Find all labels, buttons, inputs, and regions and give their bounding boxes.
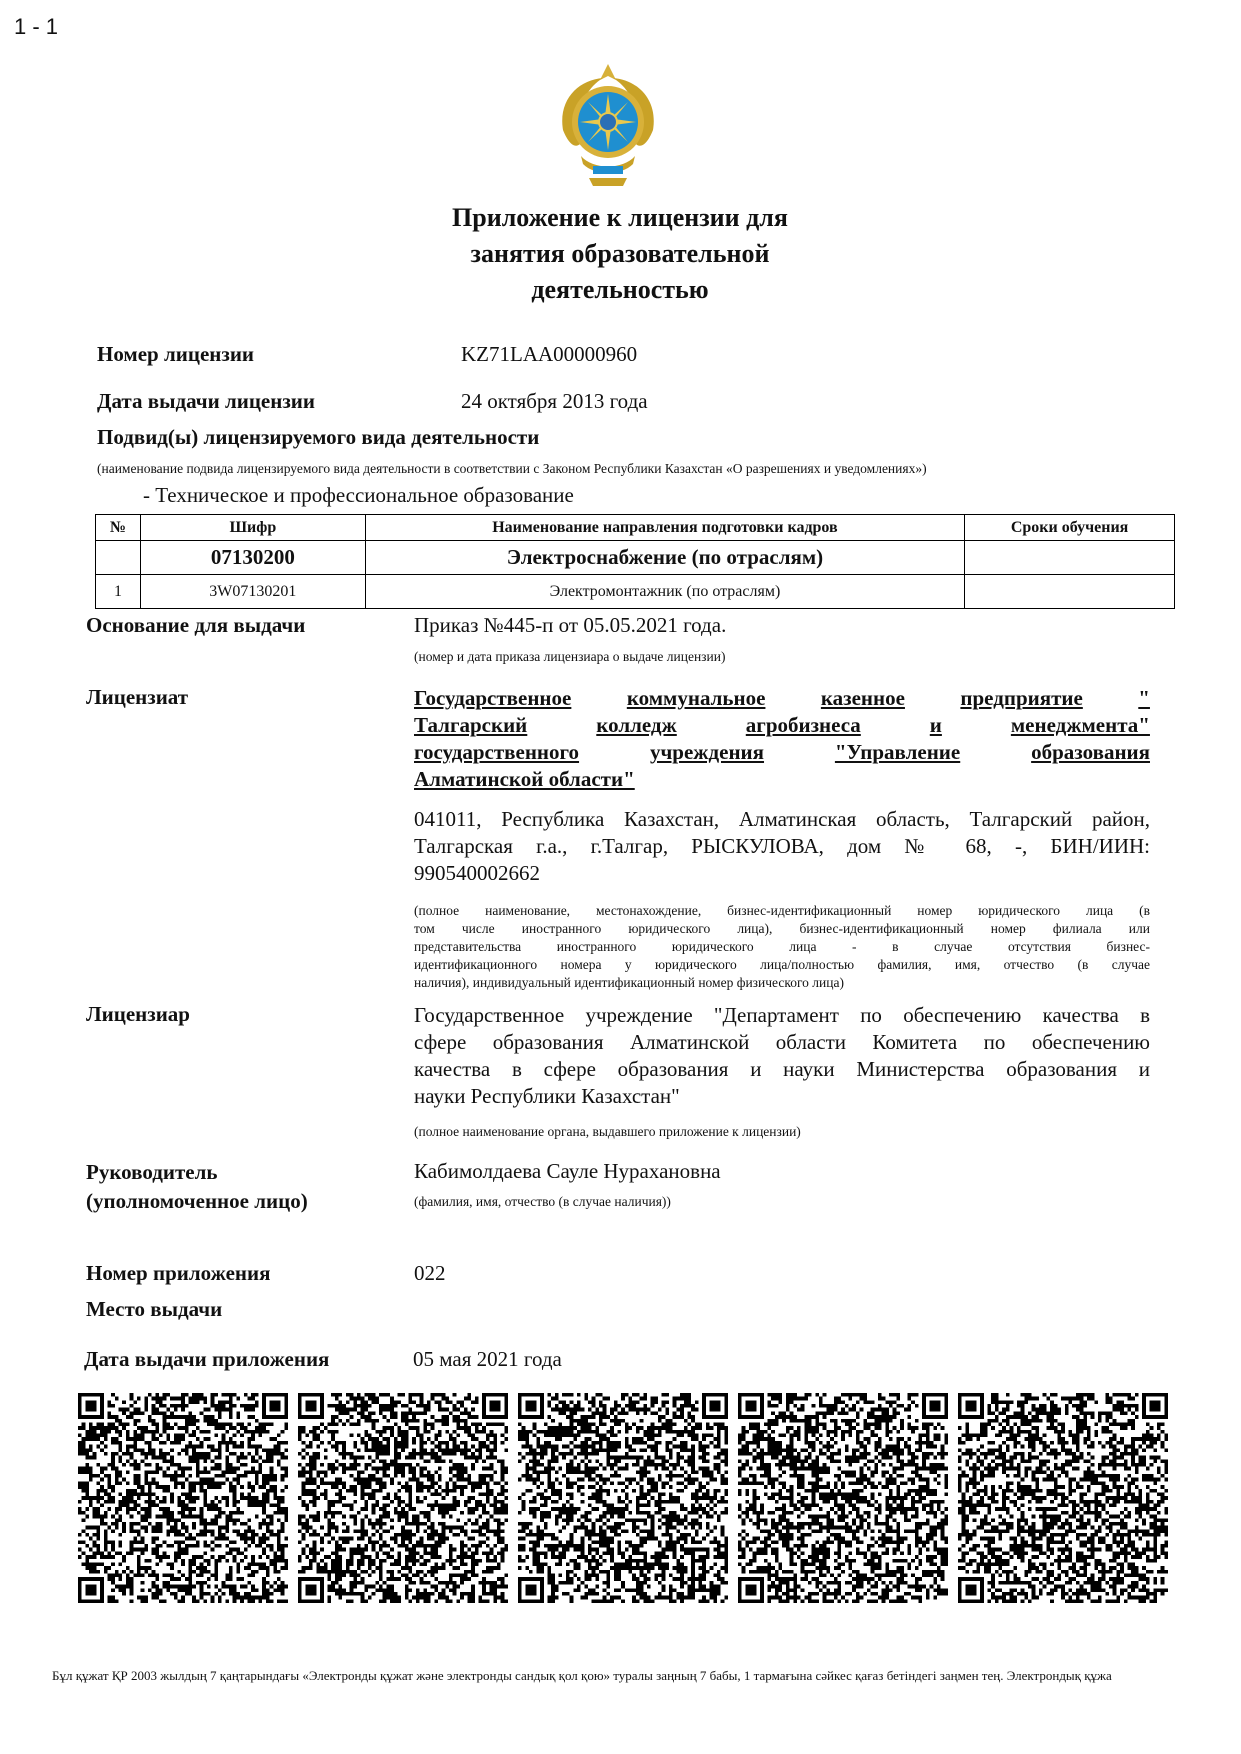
qr-code-4: [738, 1393, 948, 1603]
appendix-number-value: 022: [414, 1261, 446, 1285]
head-label: [86, 1158, 308, 1216]
licensee-name-word: казенное: [820, 686, 905, 710]
licensee-note-line: том числе иностранного юридического лица), бизнес-идентификационный номер филиала или: [414, 921, 1150, 936]
appendix-date-value: 05 мая 2021 года: [413, 1347, 562, 1371]
license-number-value: KZ71LAA00000960: [461, 342, 638, 366]
licensee-name-word: учреждения: [649, 740, 765, 764]
table-header-duration: Сроки обучения: [965, 515, 1175, 541]
qr-finder-pattern: [738, 1393, 764, 1419]
document-title-line-2: занятия образовательной: [470, 239, 770, 268]
appendix-date-label: Дата выдачи приложения: [84, 1347, 330, 1371]
table-header-direction: Наименование направления подготовки кадров: [365, 515, 964, 541]
license-date-label: Дата выдачи лицензии: [97, 389, 315, 413]
licensee-address-line: Талгарская г.а., г.Талгар, РЫСКУЛОВА, дом № 68, -, БИН/ИИН:: [414, 834, 1150, 858]
qr-finder-pattern: [958, 1393, 984, 1419]
qr-finder-pattern: [958, 1577, 984, 1603]
licensee-note-line: наличия), индивидуальный идентификационный номер физического лица): [414, 975, 844, 990]
qr-finder-pattern: [922, 1393, 948, 1419]
qr-finder-pattern: [1142, 1393, 1168, 1419]
licensee-label: Лицензиат: [86, 685, 189, 709]
subtype-note: (наименование подвида лицензируемого вида деятельности в соответствии с Законом Республики Казахстан «О разрешениях и уведомлениях»): [97, 461, 927, 476]
qr-finder-pattern: [78, 1577, 104, 1603]
subtype-label: Подвид(ы) лицензируемого вида деятельности: [97, 425, 540, 449]
licensee-name-word: Талгарский: [414, 713, 528, 737]
table-header-code: Шифр: [140, 515, 365, 541]
licensee-name-word: менеджмента": [1010, 713, 1150, 737]
qr-code-1: [78, 1393, 288, 1603]
licensee-name-word: ": [1138, 686, 1150, 710]
basis-value: Приказ №445-п от 05.05.2021 года.: [414, 613, 727, 637]
kazakhstan-emblem-icon: [553, 60, 663, 190]
licensee-name-line: [414, 685, 1150, 712]
licensee-name-word: агробизнеса: [745, 713, 861, 737]
licensor-value-line: качества в сфере образования и науки Министерства образования и: [414, 1057, 1150, 1081]
licensee-note-line: идентификационного номера у юридического лица/полностью фамилия, имя, отчество (в случае: [414, 957, 1150, 972]
head-note: (фамилия, имя, отчество (в случае наличия)): [414, 1194, 671, 1209]
table-cell: [965, 541, 1175, 575]
table-cell: 3W07130201: [140, 575, 365, 609]
licensor-label: Лицензиар: [86, 1002, 190, 1026]
qr-finder-pattern: [298, 1577, 324, 1603]
licensee-name-word: колледж: [596, 713, 677, 737]
qr-code-row: [78, 1393, 1168, 1603]
appendix-place-label: Место выдачи: [86, 1297, 223, 1321]
document-title-line-1: Приложение к лицензии для: [452, 203, 788, 232]
qr-finder-pattern: [482, 1393, 508, 1419]
licensee-name-word: государственного: [414, 740, 580, 764]
page-number: 1 - 1: [14, 14, 59, 39]
licensee-name-line: [414, 712, 1150, 739]
licensee-name-word: "Управление: [834, 740, 961, 764]
licensee-name-line: [414, 766, 1150, 793]
licensee-note-line: представительства иностранного юридического лица - в случае отсутствия бизнес-: [414, 939, 1150, 954]
table-header-number: №: [96, 515, 141, 541]
licensee-name-word: и: [929, 713, 942, 737]
licensee-name-word: образования: [1031, 740, 1150, 764]
head-label-line-1: Руководитель: [86, 1160, 218, 1184]
licensor-value-line: науки Республики Казахстан": [414, 1084, 680, 1108]
licensee-name: [414, 685, 1150, 793]
licensee-note: [414, 902, 1150, 992]
table-cell: 07130200: [140, 541, 365, 575]
qr-code-2: [298, 1393, 508, 1603]
head-value: Кабимолдаева Сауле Нурахановна: [414, 1159, 721, 1183]
appendix-number-label: Номер приложения: [86, 1261, 271, 1285]
licensee-name-word: Государственное: [414, 686, 572, 710]
licensee-name-word: предприятие: [960, 686, 1083, 710]
table-cell: Электроснабжение (по отраслям): [365, 541, 964, 575]
head-label-line-2: (уполномоченное лицо): [86, 1189, 308, 1213]
licensee-name-word: коммунальное: [626, 686, 766, 710]
table-cell: 1: [96, 575, 141, 609]
basis-note: (номер и дата приказа лицензиара о выдаче лицензии): [414, 649, 726, 664]
licensor-value-line: Государственное учреждение "Департамент по обеспечению качества в: [414, 1003, 1150, 1027]
license-date-value: 24 октября 2013 года: [461, 389, 648, 413]
qr-finder-pattern: [78, 1393, 104, 1419]
table-cell: [96, 541, 141, 575]
license-number-label: Номер лицензии: [97, 342, 255, 366]
licensee-address-line: 990540002662: [414, 861, 540, 885]
table-cell: Электромонтажник (по отраслям): [365, 575, 964, 609]
footer-legal-note: Бұл құжат ҚР 2003 жылдың 7 қаңтарындағы «Электронды құжат және электронды сандық қол қою» туралы заңның 7 бабы, 1 тармағына сәйкес қағаз бетіндегі заңмен тең. Электрондық құжа: [52, 1668, 1112, 1683]
licensee-note-line: (полное наименование, местонахождение, бизнес-идентификационный номер юридического лица (в: [414, 903, 1150, 918]
licensee-name-word: Алматинской области": [414, 767, 635, 791]
basis-label: Основание для выдачи: [86, 613, 306, 637]
document-title: [380, 200, 860, 308]
qr-finder-pattern: [518, 1393, 544, 1419]
training-table: [95, 514, 1175, 609]
licensee-name-line: [414, 739, 1150, 766]
table-row: [96, 575, 1175, 609]
licensee-address-line: 041011, Республика Казахстан, Алматинская область, Талгарский район,: [414, 807, 1150, 831]
qr-finder-pattern: [518, 1577, 544, 1603]
table-cell: [965, 575, 1175, 609]
subtype-item: - Техническое и профессиональное образование: [143, 483, 574, 507]
qr-finder-pattern: [738, 1577, 764, 1603]
qr-finder-pattern: [702, 1393, 728, 1419]
licensor-value-line: сфере образования Алматинской области Комитета по обеспечению: [414, 1030, 1150, 1054]
licensor-value: [414, 1002, 1150, 1110]
document-title-line-3: деятельностью: [531, 275, 709, 304]
qr-code-5: [958, 1393, 1168, 1603]
qr-finder-pattern: [298, 1393, 324, 1419]
licensor-note: (полное наименование органа, выдавшего приложение к лицензии): [414, 1124, 801, 1139]
table-header-row: [96, 515, 1175, 541]
licensee-address: [414, 806, 1150, 887]
qr-finder-pattern: [262, 1393, 288, 1419]
qr-code-3: [518, 1393, 728, 1603]
table-row: [96, 541, 1175, 575]
